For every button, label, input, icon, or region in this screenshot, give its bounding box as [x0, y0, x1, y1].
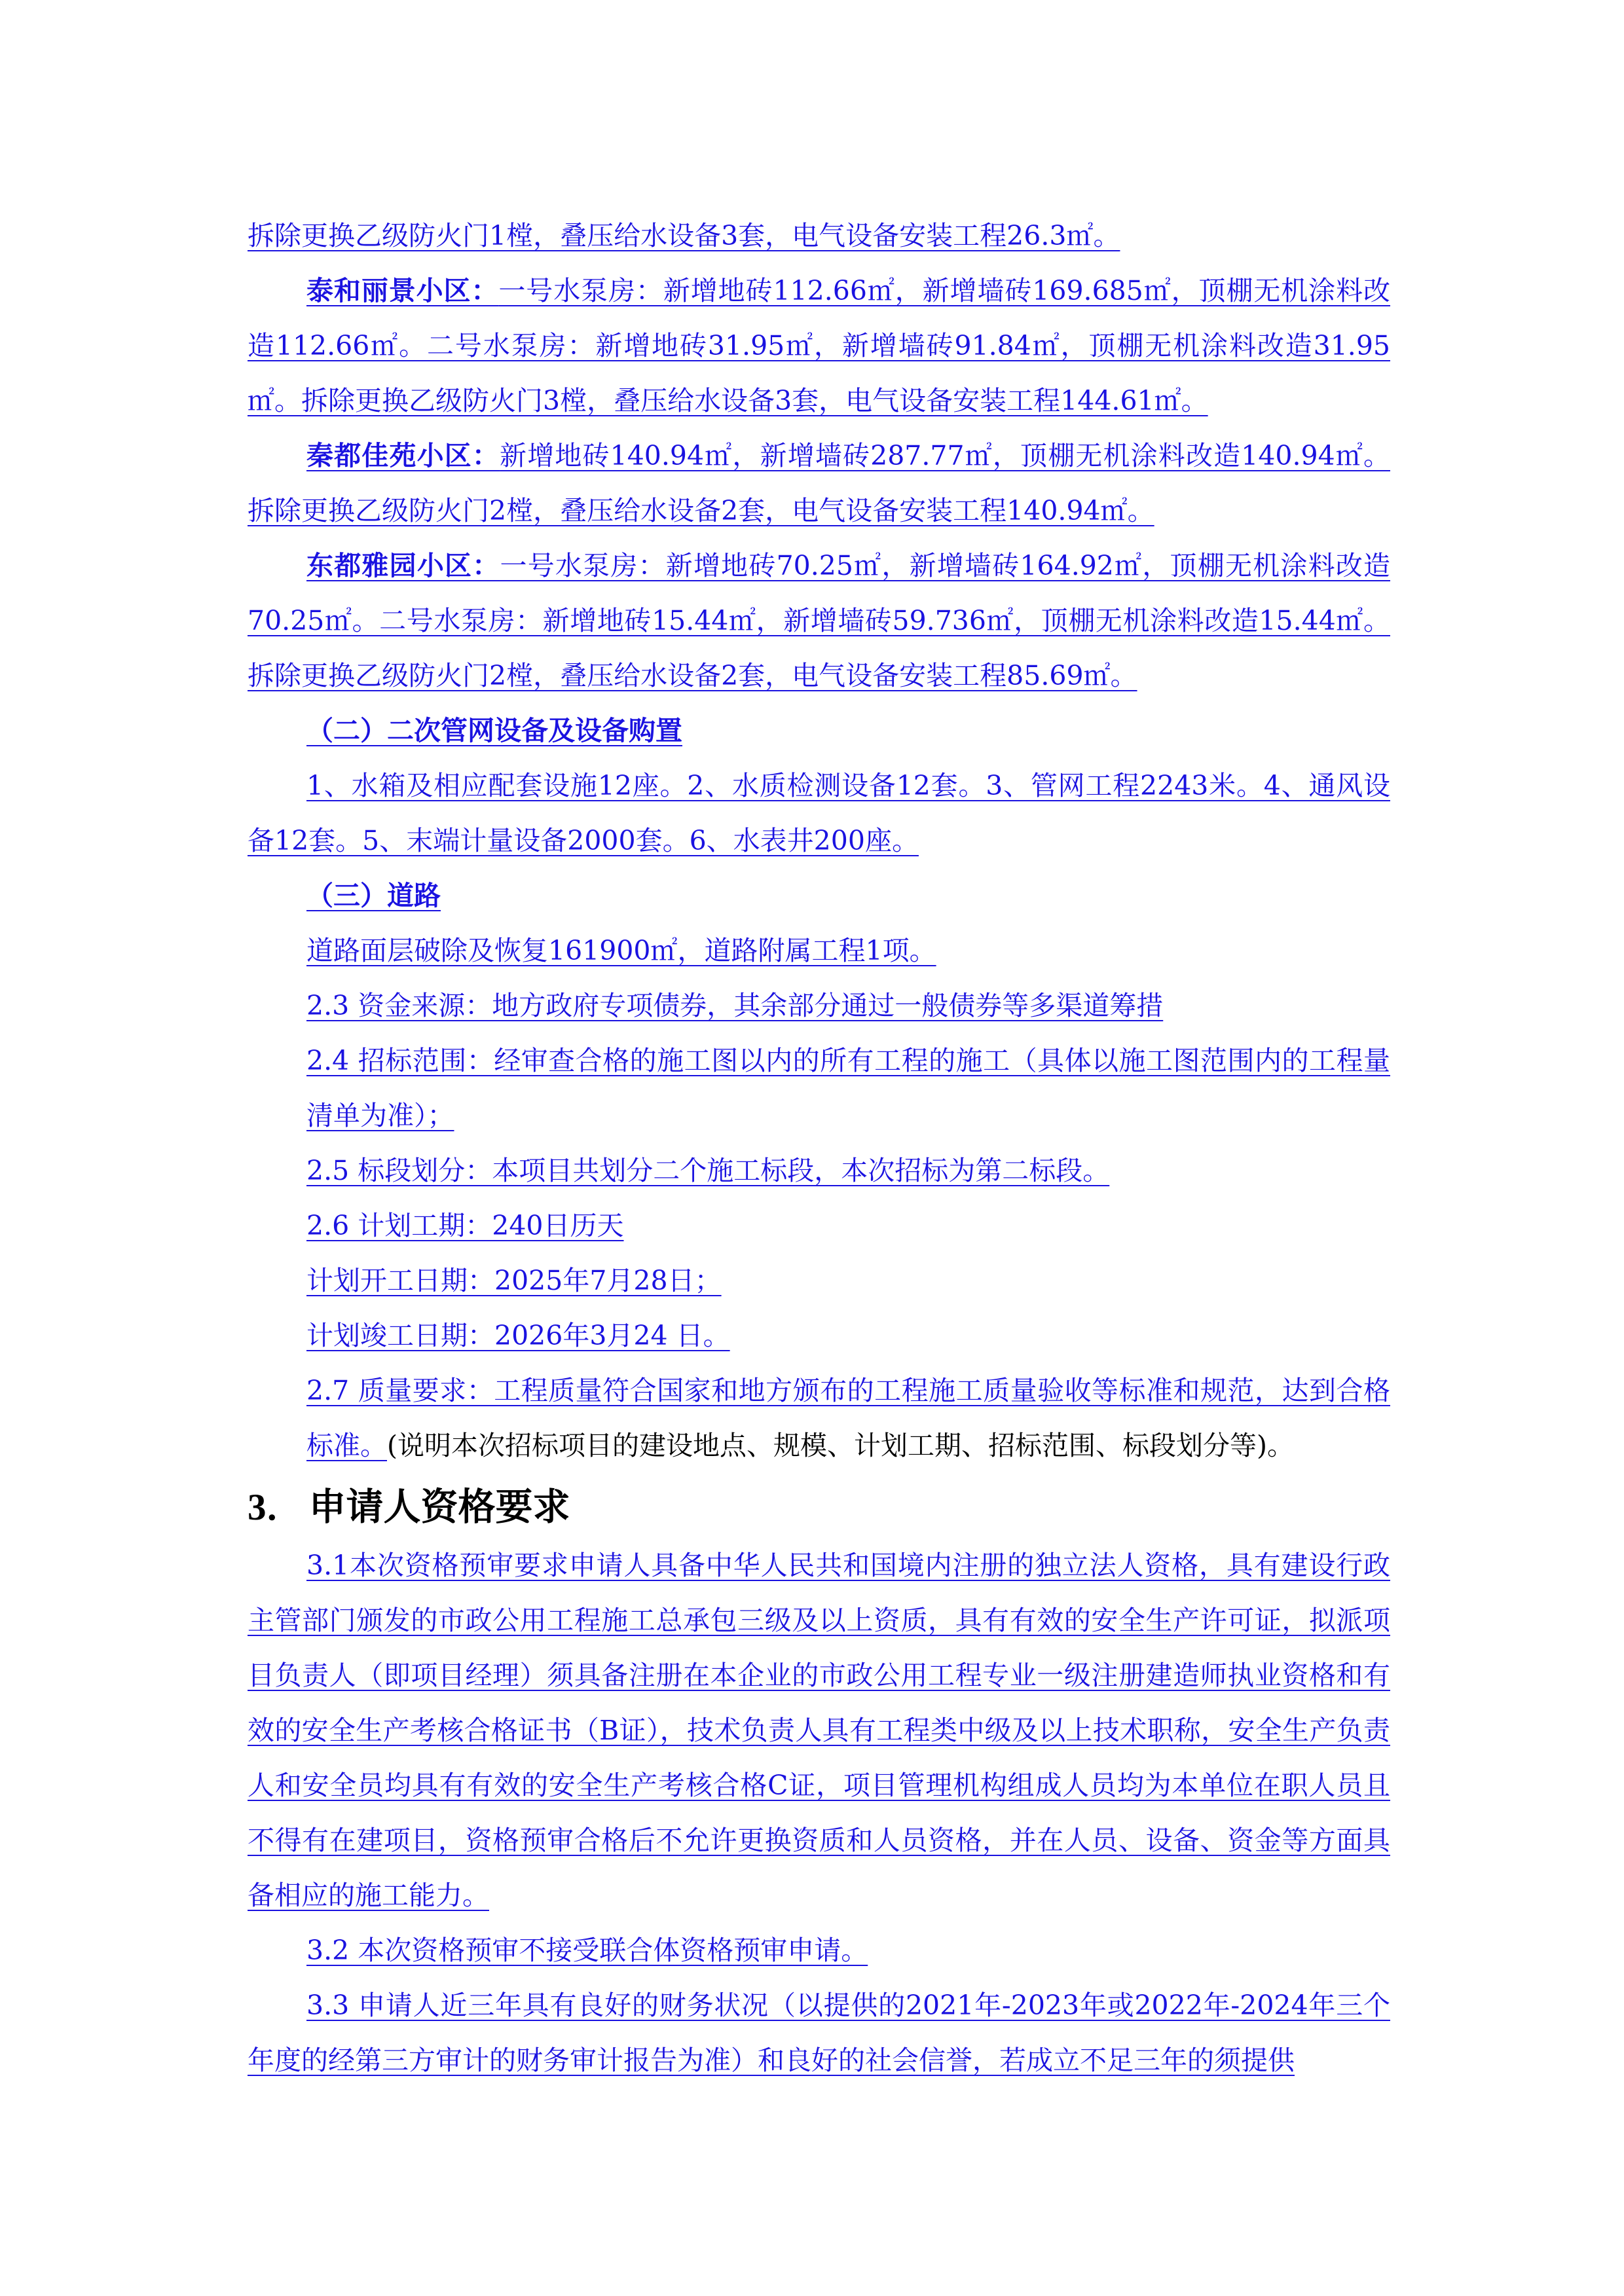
heading-link[interactable]: （二）二次管网设备及设备购置 — [306, 715, 682, 746]
item-2-5 — [248, 1143, 1390, 1198]
paragraph-qindu — [248, 428, 1390, 538]
link-text[interactable]: 一号水泵房：新增地砖112.66㎡，新增墙砖169.685㎡，顶棚无机涂料改造112.66㎡。二号水泵房：新增地砖31.95㎡，新增墙砖91.84㎡，顶棚无机涂料改造31.95㎡。拆除更换乙级防火门3樘，叠压给水设备3套，电气设备安装工程144.61㎡。 — [248, 275, 1391, 416]
end-date — [248, 1308, 1390, 1363]
item-3-3 — [248, 1978, 1390, 2088]
link-text[interactable]: 新增地砖140.94㎡，新增墙砖287.77㎡，顶棚无机涂料改造140.94㎡。拆除更换乙级防火门2樘，叠压给水设备2套，电气设备安装工程140.94㎡。 — [248, 440, 1390, 526]
district-label-taihe[interactable]: 泰和丽景小区： — [306, 275, 499, 306]
link-text[interactable]: 2.3 资金来源：地方政府专项债券，其余部分通过一般债券等多渠道筹措 — [306, 990, 1164, 1021]
link-text[interactable]: 2.5 标段划分：本项目共划分二个施工标段，本次招标为第二标段。 — [306, 1155, 1110, 1186]
link-text[interactable]: 3.3 申请人近三年具有良好的财务状况（以提供的2021年-2023年或2022年-2024年三个年度的经第三方审计的财务审计报告为准）和良好的社会信誉，若成立不足三年的须提供 — [248, 1990, 1390, 2076]
paragraph-dongdu — [248, 538, 1390, 703]
district-label-qindu[interactable]: 秦都佳苑小区： — [306, 440, 500, 471]
section-title: 申请人资格要求 — [308, 1485, 570, 1529]
link-text[interactable]: 2.6 计划工期：240日历天 — [306, 1210, 624, 1241]
link-text[interactable]: 3.2 本次资格预审不接受联合体资格预审申请。 — [306, 1935, 868, 1966]
paragraph-taihe — [248, 263, 1390, 428]
item-2-6 — [248, 1198, 1390, 1253]
paragraph-p0 — [248, 208, 1390, 263]
item-2-4 — [248, 1033, 1390, 1143]
link-text[interactable]: 拆除更换乙级防火门1樘，叠压给水设备3套，电气设备安装工程26.3㎡。 — [248, 220, 1120, 251]
link-text[interactable]: 2.7 质量要求：工程质量符合国家和地方颁布的工程施工质量验收等标准和规范，达到合格标准。 — [306, 1375, 1390, 1461]
start-date — [248, 1253, 1390, 1308]
heading-link[interactable]: （三）道路 — [306, 880, 441, 911]
paragraph-equipment — [248, 758, 1390, 868]
item-2-7 — [248, 1363, 1390, 1473]
item-3-1 — [248, 1538, 1390, 1923]
link-text[interactable]: 一号水泵房：新增地砖70.25㎡，新增墙砖164.92㎡，顶棚无机涂料改造70.25㎡。二号水泵房：新增地砖15.44㎡，新增墙砖59.736㎡，顶棚无机涂料改造15.44㎡。拆除更换乙级防火门2樘，叠压给水设备2套，电气设备安装工程85.69㎡。 — [248, 550, 1390, 691]
link-text[interactable]: 道路面层破除及恢复161900㎡，道路附属工程1项。 — [306, 935, 936, 966]
section-number: 3． — [248, 1487, 304, 1528]
district-label-dongdu[interactable]: 东都雅园小区： — [306, 550, 500, 581]
item-3-2 — [248, 1923, 1390, 1978]
item-2-3 — [248, 978, 1390, 1033]
document-page — [248, 208, 1390, 2088]
link-text[interactable]: 计划开工日期：2025年7月28日； — [306, 1265, 722, 1296]
section-heading-qualification — [248, 1477, 1390, 1538]
paragraph-road — [248, 923, 1390, 978]
explanatory-note: (说明本次招标项目的建设地点、规模、计划工期、招标范围、标段划分等)。 — [387, 1430, 1294, 1461]
link-text[interactable]: 2.4 招标范围：经审查合格的施工图以内的所有工程的施工（具体以施工图范围内的工程量清单为准）； — [306, 1045, 1390, 1131]
link-text[interactable]: 1、水箱及相应配套设施12座。2、水质检测设备12套。3、管网工程2243米。4、通风设备12套。5、末端计量设备2000套。6、水表井200座。 — [248, 770, 1390, 856]
link-text[interactable]: 3.1本次资格预审要求申请人具备中华人民共和国境内注册的独立法人资格，具有建设行政主管部门颁发的市政公用工程施工总承包三级及以上资质，具有有效的安全生产许可证，拟派项目负责人（即项目经理）须具备注册在本企业的市政公用工程专业一级注册建造师执业资格和有效的安全生产考核合格证书（B证），技术负责人具有工程类中级及以上技术职称，安全生产负责人和安全员均具有有效的安全生产考核合格C证，项目管理机构组成人员均为本单位在职人员且不得有在建项目，资格预审合格后不允许更换资质和人员资格，并在人员、设备、资金等方面具备相应的施工能力。 — [248, 1550, 1390, 1911]
section-heading-road — [248, 868, 1390, 923]
section-heading-secondary-network — [248, 703, 1390, 758]
link-text[interactable]: 计划竣工日期：2026年3月24 日。 — [306, 1320, 730, 1351]
